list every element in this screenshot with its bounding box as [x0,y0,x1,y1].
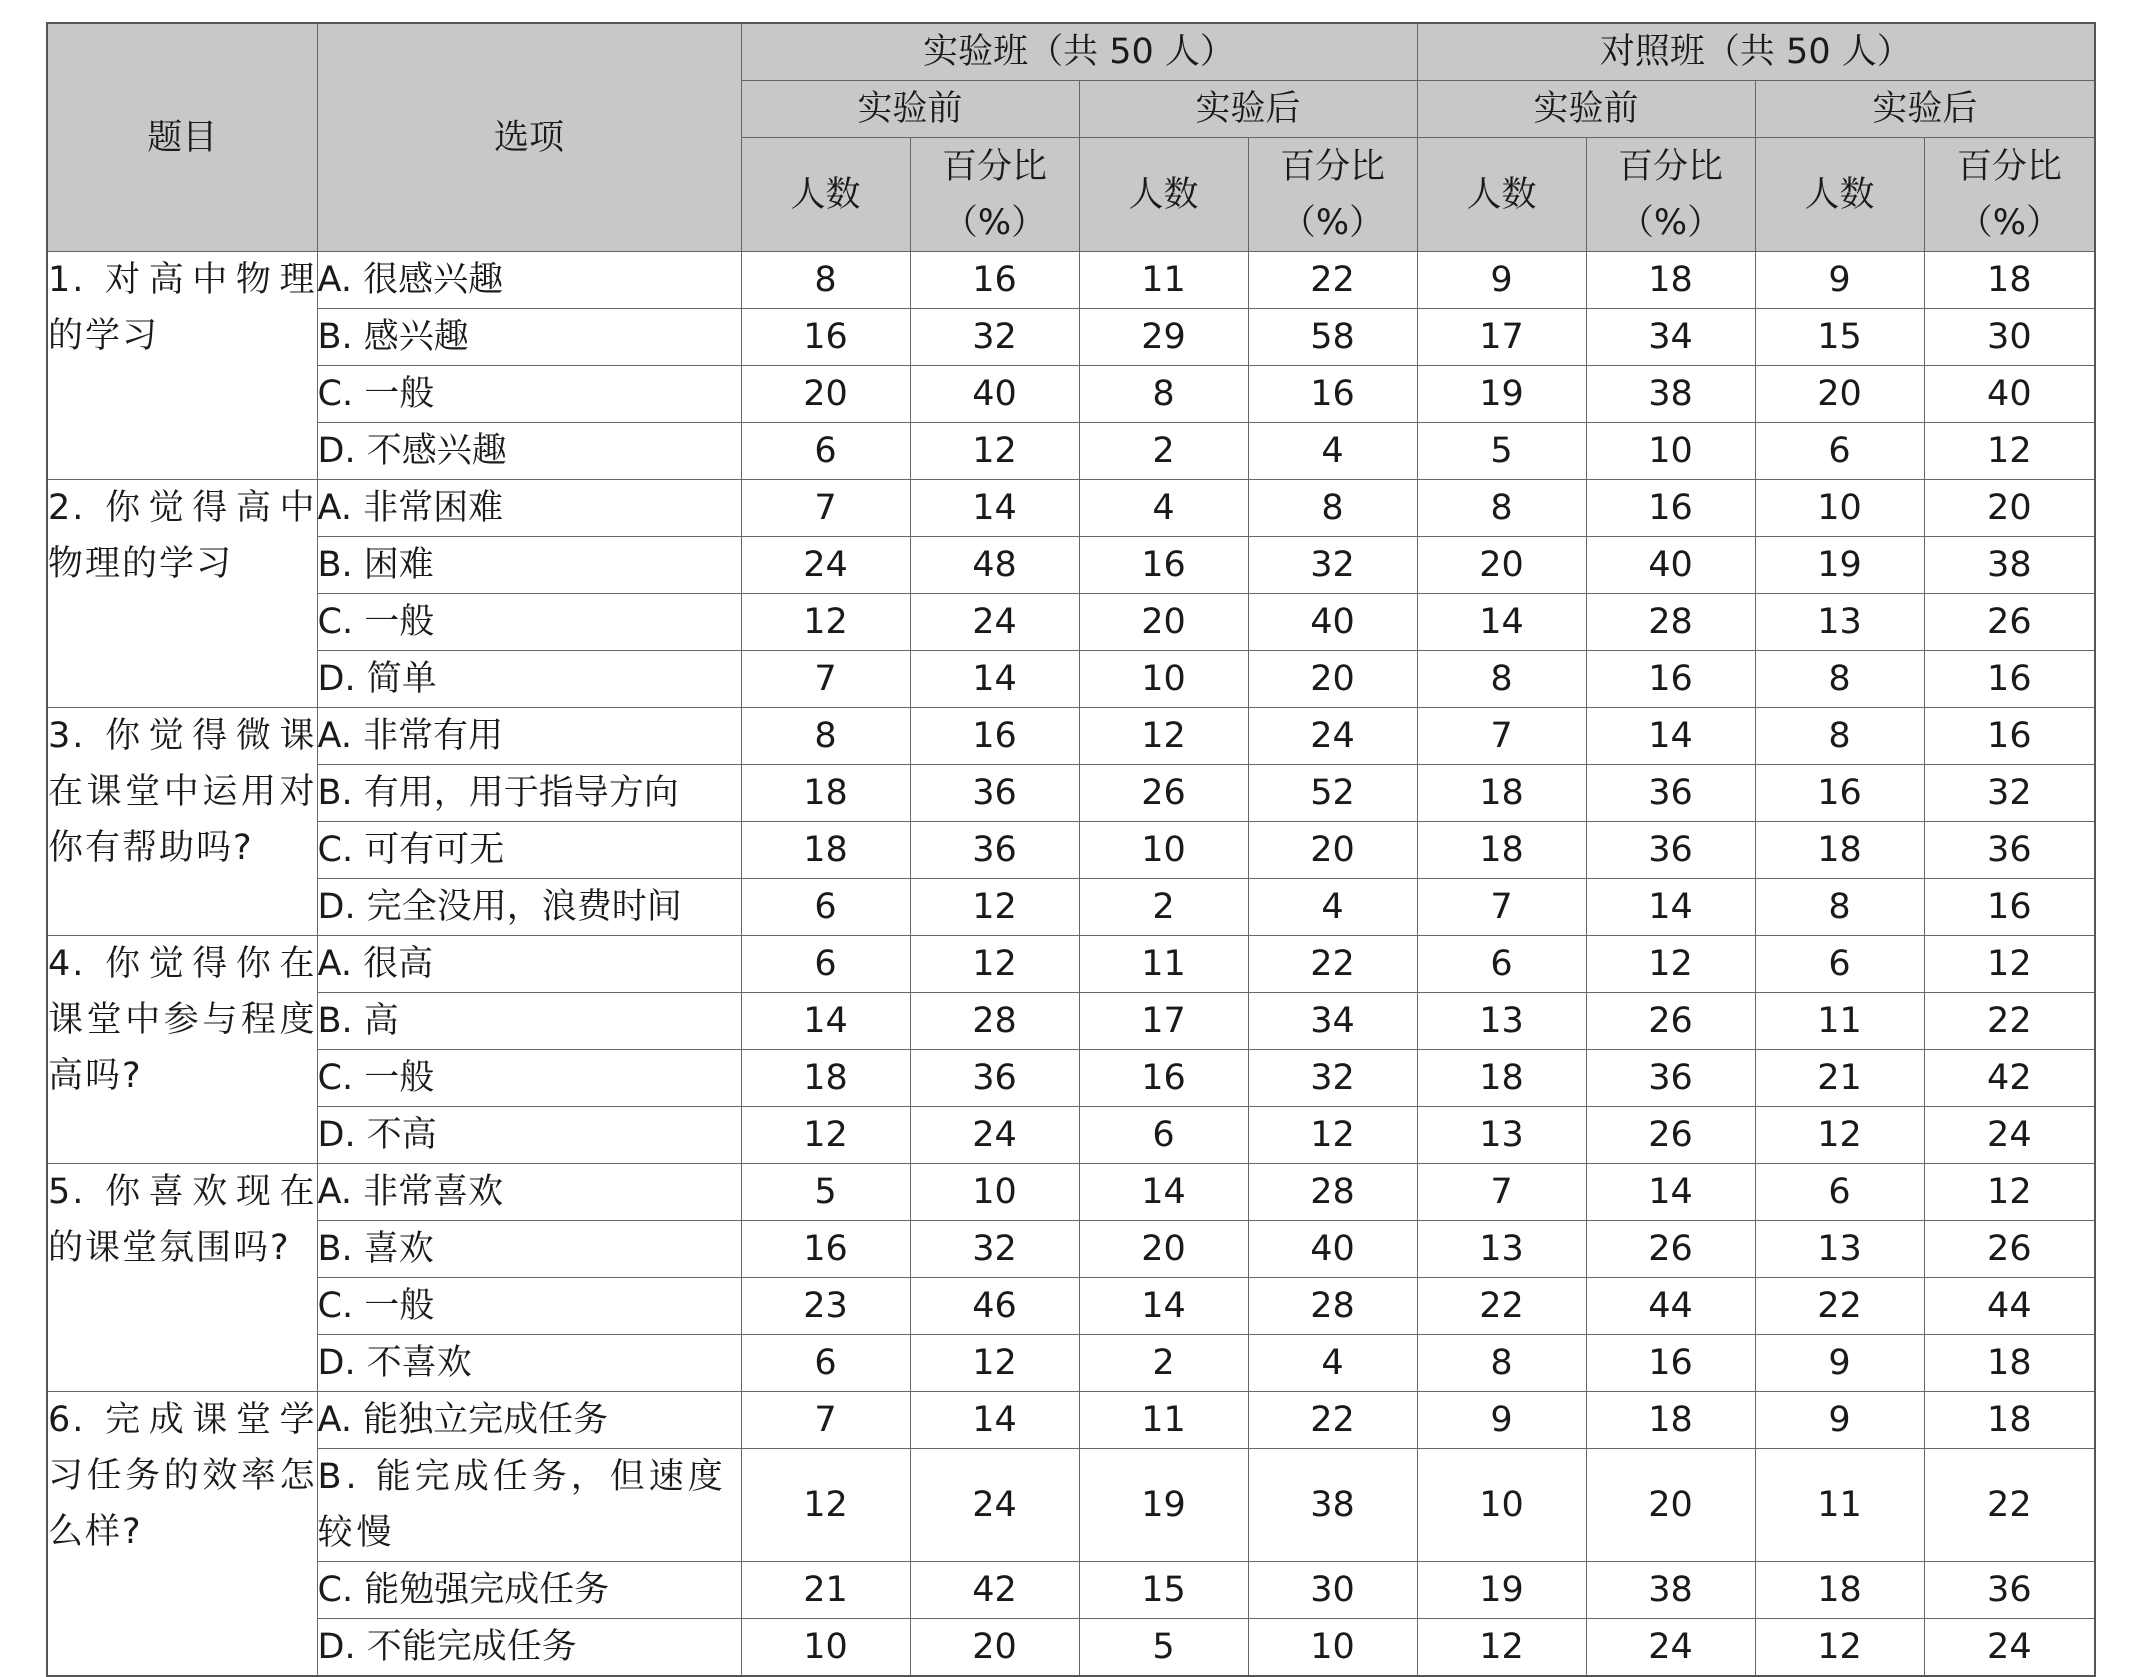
percent-header-unit: （%） [1618,202,1723,243]
count-cell: 13 [1417,1221,1586,1278]
question-title: 3. 你觉得微课在课堂中运用对你有帮助吗? [47,708,317,936]
percent-cell: 32 [1248,537,1417,594]
table-row [47,252,2095,309]
percent-cell: 34 [1586,309,1755,366]
option-label: D. 不感兴趣 [317,423,741,480]
percent-header [910,138,1079,252]
percent-cell: 14 [910,1392,1079,1449]
count-cell: 10 [1417,1449,1586,1562]
percent-cell: 8 [1248,480,1417,537]
percent-cell: 12 [910,879,1079,936]
question-title: 1. 对高中物理的学习 [47,252,317,480]
count-cell: 8 [1755,651,1924,708]
count-cell: 12 [741,594,910,651]
count-cell: 12 [1079,708,1248,765]
option-label: B. 有用，用于指导方向 [317,765,741,822]
percent-cell: 12 [1924,423,2095,480]
percent-cell: 36 [1924,1562,2095,1619]
option-label: B. 高 [317,993,741,1050]
option-label: D. 不能完成任务 [317,1619,741,1677]
question-column-header: 题目 [47,23,317,252]
phase-header: 实验后 [1755,81,2095,138]
percent-cell: 16 [910,252,1079,309]
count-cell: 19 [1079,1449,1248,1562]
percent-cell: 36 [1586,1050,1755,1107]
count-cell: 18 [1417,765,1586,822]
percent-cell: 38 [1248,1449,1417,1562]
percent-cell: 36 [910,765,1079,822]
percent-cell: 4 [1248,423,1417,480]
count-cell: 21 [741,1562,910,1619]
table-row [47,936,2095,993]
option-label: C. 一般 [317,594,741,651]
option-label: B. 喜欢 [317,1221,741,1278]
percent-cell: 24 [1248,708,1417,765]
count-cell: 9 [1755,252,1924,309]
count-cell: 9 [1417,1392,1586,1449]
table-row [47,651,2095,708]
count-cell: 7 [1417,879,1586,936]
percent-header-unit: （%） [1957,202,2061,243]
count-cell: 10 [741,1619,910,1677]
count-cell: 8 [1755,708,1924,765]
count-cell: 6 [741,1335,910,1392]
percent-cell: 32 [910,1221,1079,1278]
count-header: 人数 [1079,138,1248,252]
table-row [47,1392,2095,1449]
percent-cell: 18 [1924,252,2095,309]
count-cell: 2 [1079,1335,1248,1392]
percent-cell: 16 [1924,708,2095,765]
percent-cell: 32 [1924,765,2095,822]
option-label: D. 简单 [317,651,741,708]
count-cell: 23 [741,1278,910,1335]
option-label: C. 可有可无 [317,822,741,879]
count-cell: 12 [741,1449,910,1562]
percent-cell: 12 [910,1335,1079,1392]
percent-cell: 28 [1248,1164,1417,1221]
percent-cell: 18 [1924,1392,2095,1449]
count-cell: 8 [1079,366,1248,423]
count-cell: 16 [1079,537,1248,594]
percent-header-unit: （%） [1280,202,1385,243]
table-row [47,594,2095,651]
percent-cell: 32 [910,309,1079,366]
percent-cell: 12 [1586,936,1755,993]
percent-cell: 40 [1586,537,1755,594]
count-cell: 14 [1079,1278,1248,1335]
table-row [47,480,2095,537]
table-row [47,993,2095,1050]
count-cell: 7 [741,1392,910,1449]
count-cell: 16 [741,1221,910,1278]
percent-cell: 40 [1248,1221,1417,1278]
percent-cell: 26 [1924,594,2095,651]
percent-cell: 22 [1924,1449,2095,1562]
count-cell: 16 [1079,1050,1248,1107]
percent-cell: 24 [1586,1619,1755,1677]
option-label: A. 很高 [317,936,741,993]
count-cell: 20 [741,366,910,423]
count-cell: 10 [1079,651,1248,708]
percent-cell: 38 [1586,1562,1755,1619]
percent-cell: 14 [910,651,1079,708]
percent-header-label: 百分比 [941,146,1047,187]
percent-cell: 38 [1586,366,1755,423]
option-label: B. 困难 [317,537,741,594]
percent-cell: 28 [1586,594,1755,651]
option-label: C. 一般 [317,366,741,423]
count-cell: 11 [1079,1392,1248,1449]
percent-header [1924,138,2095,252]
count-cell: 18 [741,765,910,822]
table-row [47,1335,2095,1392]
count-cell: 12 [1755,1619,1924,1677]
count-cell: 6 [1417,936,1586,993]
option-label: A. 非常困难 [317,480,741,537]
percent-cell: 28 [1248,1278,1417,1335]
option-label: B. 能完成任务，但速度较慢 [317,1449,741,1562]
count-cell: 13 [1417,993,1586,1050]
percent-cell: 20 [1924,480,2095,537]
percent-cell: 36 [1924,822,2095,879]
percent-cell: 12 [910,423,1079,480]
count-cell: 10 [1079,822,1248,879]
count-header: 人数 [1417,138,1586,252]
count-cell: 4 [1079,480,1248,537]
option-label: D. 不喜欢 [317,1335,741,1392]
option-label: D. 不高 [317,1107,741,1164]
option-label: D. 完全没用，浪费时间 [317,879,741,936]
percent-cell: 42 [1924,1050,2095,1107]
count-cell: 17 [1417,309,1586,366]
count-cell: 6 [1079,1107,1248,1164]
percent-cell: 40 [1248,594,1417,651]
count-cell: 11 [1079,936,1248,993]
percent-cell: 48 [910,537,1079,594]
percent-cell: 20 [910,1619,1079,1677]
count-cell: 20 [1079,594,1248,651]
survey-comparison-table [46,22,2096,1677]
count-cell: 2 [1079,879,1248,936]
percent-cell: 4 [1248,879,1417,936]
option-label: C. 能勉强完成任务 [317,1562,741,1619]
percent-cell: 22 [1924,993,2095,1050]
phase-header: 实验后 [1079,81,1417,138]
count-cell: 18 [1755,822,1924,879]
count-cell: 7 [1417,708,1586,765]
count-cell: 6 [741,423,910,480]
percent-cell: 10 [1586,423,1755,480]
percent-cell: 30 [1924,309,2095,366]
percent-cell: 36 [910,1050,1079,1107]
count-cell: 22 [1417,1278,1586,1335]
count-cell: 24 [741,537,910,594]
count-cell: 14 [741,993,910,1050]
count-header: 人数 [741,138,910,252]
option-label: A. 非常喜欢 [317,1164,741,1221]
percent-header-label: 百分比 [1618,146,1724,187]
count-cell: 20 [1417,537,1586,594]
count-cell: 29 [1079,309,1248,366]
percent-cell: 20 [1586,1449,1755,1562]
table-row [47,822,2095,879]
count-cell: 12 [1417,1619,1586,1677]
percent-cell: 38 [1924,537,2095,594]
percent-cell: 30 [1248,1562,1417,1619]
count-cell: 9 [1755,1392,1924,1449]
count-cell: 7 [741,651,910,708]
percent-cell: 26 [1586,1221,1755,1278]
percent-cell: 14 [1586,708,1755,765]
option-label: A. 能独立完成任务 [317,1392,741,1449]
count-header: 人数 [1755,138,1924,252]
count-cell: 6 [1755,1164,1924,1221]
percent-cell: 16 [1248,366,1417,423]
table-row [47,423,2095,480]
table-row [47,1164,2095,1221]
table-row [47,765,2095,822]
percent-header-label: 百分比 [1956,146,2062,187]
percent-cell: 12 [1924,936,2095,993]
count-cell: 15 [1079,1562,1248,1619]
option-label: C. 一般 [317,1278,741,1335]
percent-cell: 16 [1924,879,2095,936]
table-row [47,879,2095,936]
percent-cell: 28 [910,993,1079,1050]
option-label: A. 很感兴趣 [317,252,741,309]
percent-header [1248,138,1417,252]
percent-cell: 40 [1924,366,2095,423]
count-cell: 6 [1755,936,1924,993]
count-cell: 11 [1079,252,1248,309]
question-title: 2. 你觉得高中物理的学习 [47,480,317,708]
table-row [47,309,2095,366]
percent-cell: 36 [1586,765,1755,822]
percent-header [1586,138,1755,252]
count-cell: 22 [1755,1278,1924,1335]
count-cell: 11 [1755,1449,1924,1562]
percent-cell: 20 [1248,651,1417,708]
table-body [47,252,2095,1677]
percent-cell: 22 [1248,252,1417,309]
percent-cell: 34 [1248,993,1417,1050]
count-cell: 5 [1079,1619,1248,1677]
question-title: 4. 你觉得你在课堂中参与程度高吗? [47,936,317,1164]
count-cell: 18 [741,1050,910,1107]
percent-cell: 16 [1924,651,2095,708]
count-cell: 14 [1079,1164,1248,1221]
percent-cell: 10 [910,1164,1079,1221]
count-cell: 8 [1417,1335,1586,1392]
percent-cell: 12 [1924,1164,2095,1221]
percent-cell: 10 [1248,1619,1417,1677]
option-label: C. 一般 [317,1050,741,1107]
table-row [47,1619,2095,1677]
count-cell: 13 [1417,1107,1586,1164]
count-cell: 5 [741,1164,910,1221]
percent-cell: 22 [1248,1392,1417,1449]
percent-cell: 12 [910,936,1079,993]
count-cell: 18 [1755,1562,1924,1619]
percent-cell: 18 [1586,1392,1755,1449]
percent-cell: 12 [1248,1107,1417,1164]
question-title: 5. 你喜欢现在的课堂氛围吗? [47,1164,317,1392]
count-cell: 12 [741,1107,910,1164]
count-cell: 13 [1755,594,1924,651]
count-cell: 14 [1417,594,1586,651]
percent-cell: 52 [1248,765,1417,822]
table-header [47,23,2095,252]
count-cell: 17 [1079,993,1248,1050]
count-cell: 6 [741,936,910,993]
count-cell: 9 [1417,252,1586,309]
count-cell: 8 [741,252,910,309]
count-cell: 19 [1755,537,1924,594]
count-cell: 20 [1079,1221,1248,1278]
count-cell: 9 [1755,1335,1924,1392]
phase-header: 实验前 [1417,81,1755,138]
option-label: B. 感兴趣 [317,309,741,366]
percent-cell: 22 [1248,936,1417,993]
percent-cell: 26 [1586,1107,1755,1164]
count-cell: 6 [1755,423,1924,480]
percent-cell: 44 [1586,1278,1755,1335]
count-cell: 8 [1755,879,1924,936]
percent-cell: 16 [910,708,1079,765]
percent-cell: 18 [1586,252,1755,309]
table-row [47,366,2095,423]
table-row [47,1107,2095,1164]
count-cell: 16 [1755,765,1924,822]
table-row [47,708,2095,765]
percent-cell: 24 [910,594,1079,651]
percent-cell: 36 [1586,822,1755,879]
count-cell: 21 [1755,1050,1924,1107]
percent-cell: 14 [1586,879,1755,936]
percent-cell: 14 [1586,1164,1755,1221]
percent-cell: 24 [910,1107,1079,1164]
percent-cell: 26 [1586,993,1755,1050]
count-cell: 26 [1079,765,1248,822]
count-cell: 8 [1417,480,1586,537]
table-row [47,1050,2095,1107]
table-row [47,1221,2095,1278]
count-cell: 6 [741,879,910,936]
count-cell: 11 [1755,993,1924,1050]
control-class-header: 对照班（共 50 人） [1417,23,2095,81]
count-cell: 18 [1417,1050,1586,1107]
count-cell: 13 [1755,1221,1924,1278]
percent-cell: 14 [910,480,1079,537]
table-row [47,1449,2095,1562]
count-cell: 8 [741,708,910,765]
percent-cell: 4 [1248,1335,1417,1392]
percent-cell: 16 [1586,651,1755,708]
option-column-header: 选项 [317,23,741,252]
table-row [47,1278,2095,1335]
count-cell: 10 [1755,480,1924,537]
count-cell: 2 [1079,423,1248,480]
percent-cell: 20 [1248,822,1417,879]
percent-cell: 46 [910,1278,1079,1335]
question-title: 6. 完成课堂学习任务的效率怎么样? [47,1392,317,1677]
phase-header: 实验前 [741,81,1079,138]
percent-cell: 24 [910,1449,1079,1562]
count-cell: 18 [741,822,910,879]
count-cell: 8 [1417,651,1586,708]
option-label: A. 非常有用 [317,708,741,765]
percent-cell: 32 [1248,1050,1417,1107]
count-cell: 15 [1755,309,1924,366]
table-row [47,537,2095,594]
percent-cell: 16 [1586,1335,1755,1392]
experimental-class-header: 实验班（共 50 人） [741,23,1417,81]
percent-cell: 36 [910,822,1079,879]
percent-cell: 40 [910,366,1079,423]
percent-cell: 58 [1248,309,1417,366]
percent-cell: 16 [1586,480,1755,537]
percent-cell: 18 [1924,1335,2095,1392]
count-cell: 7 [1417,1164,1586,1221]
count-cell: 7 [741,480,910,537]
count-cell: 19 [1417,366,1586,423]
count-cell: 19 [1417,1562,1586,1619]
percent-header-unit: （%） [942,202,1047,243]
percent-cell: 44 [1924,1278,2095,1335]
percent-cell: 42 [910,1562,1079,1619]
count-cell: 18 [1417,822,1586,879]
count-cell: 12 [1755,1107,1924,1164]
percent-cell: 26 [1924,1221,2095,1278]
count-cell: 5 [1417,423,1586,480]
count-cell: 16 [741,309,910,366]
count-cell: 20 [1755,366,1924,423]
percent-cell: 24 [1924,1619,2095,1677]
percent-header-label: 百分比 [1280,146,1386,187]
percent-cell: 24 [1924,1107,2095,1164]
